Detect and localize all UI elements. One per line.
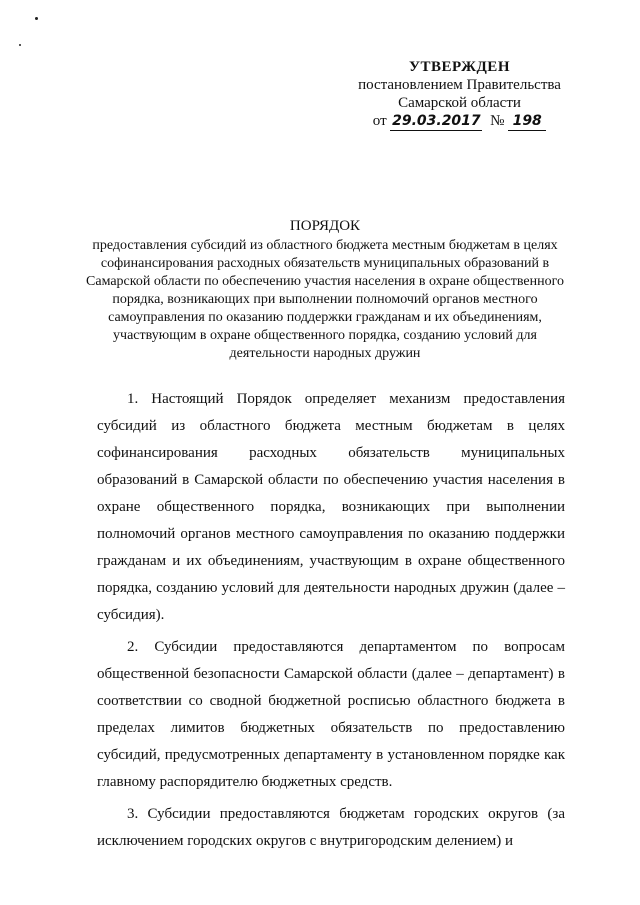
date-prefix: от <box>372 113 387 129</box>
document-title-block <box>85 217 565 363</box>
scan-dot <box>19 44 21 46</box>
number-prefix: № <box>490 113 505 129</box>
approval-stamp <box>352 58 567 131</box>
paragraph-1: 1. Настоящий Порядок определяет механизм предоставления субсидий из областного бюджета местным бюджетам в целях софинансирования расходных обязательств муниципальных образований в Самарской области по обеспечению участия населения в охране общественного порядка, возникающих при выполнении полномочий органов местного самоуправления по оказанию поддержки гражданам и их объединениям, участвующим в охране общественного порядка, созданию условий для деятельности народных дружин (далее – субсидия). <box>97 391 565 623</box>
approval-title: УТВЕРЖДЕН <box>409 59 510 75</box>
document-heading: ПОРЯДОК <box>289 218 361 234</box>
approval-line-1: постановлением Правительства <box>358 77 561 93</box>
approval-line-2: Самарской области <box>398 95 521 111</box>
paragraph-2: 2. Субсидии предоставляются департаментом по вопросам общественной безопасности Самарской области (далее – департамент) в соответствии со сводной бюджетной росписью областного бюджета в пределах лимитов бюджетных обязательств по предоставлению субсидий, предусмотренных департаменту в установленном порядке как главному распорядителю бюджетных средств. <box>97 639 565 790</box>
approval-date-line <box>352 112 567 131</box>
document-body <box>97 386 565 860</box>
paragraph-3: 3. Субсидии предоставляются бюджетам городских округов (за исключением городских округов с внутригородским делением) и <box>97 806 565 849</box>
handwritten-number: 198 <box>508 112 546 131</box>
handwritten-date: 29.03.2017 <box>392 113 481 129</box>
document-subtitle: предоставления субсидий из областного бюджета местным бюджетам в целях софинансирования расходных обязательств муниципальных образований в Самарской области по обеспечению участия населения в охране общественного порядка, возникающих при выполнении полномочий органов местного самоуправления по оказанию поддержки гражданам и их объединениям, участвующим в охране общественного порядка, созданию условий для деятельности народных дружин <box>86 238 564 361</box>
scan-dot <box>35 17 38 20</box>
